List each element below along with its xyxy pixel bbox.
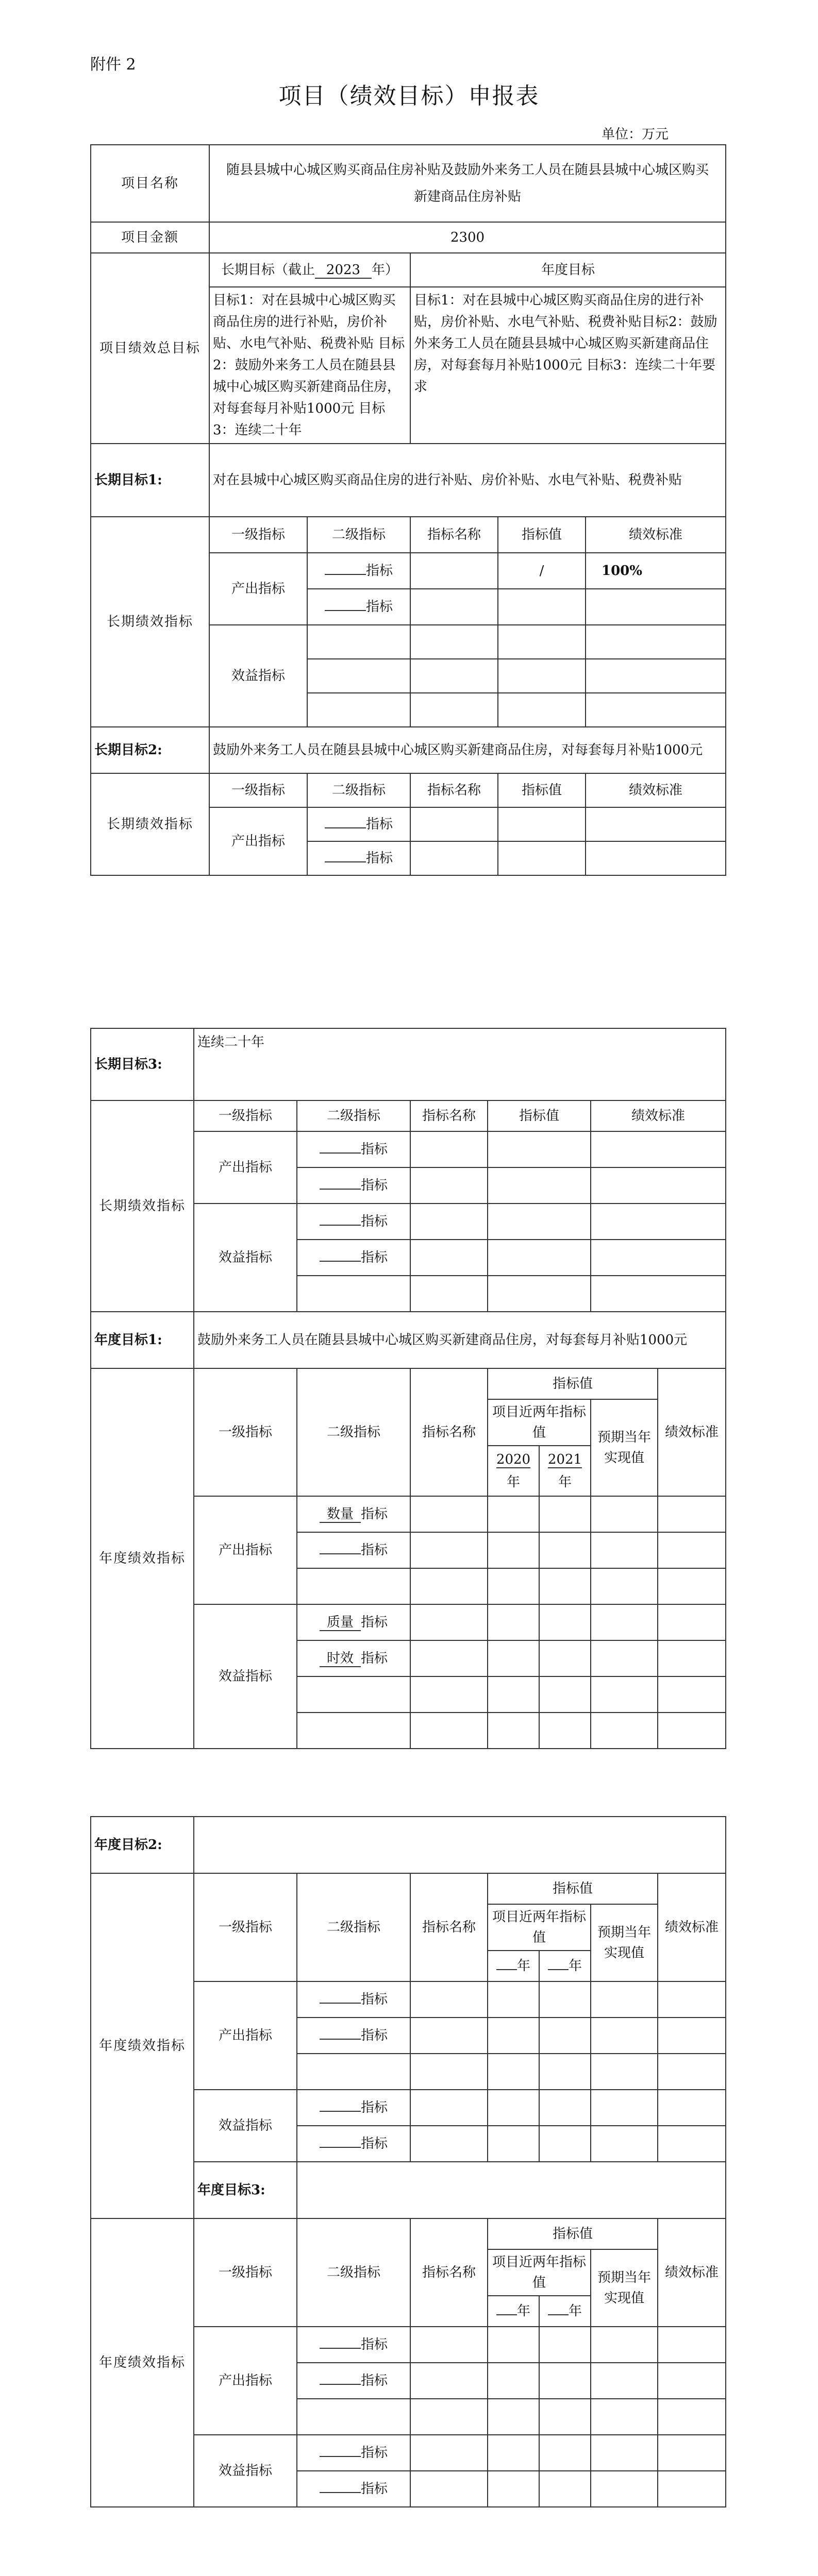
h-standard: 绩效标准: [591, 1100, 726, 1131]
h-standard: 绩效标准: [586, 517, 726, 553]
indicator-label: 指标: [365, 563, 393, 579]
annual-1-label: 年度目标1:: [91, 1312, 194, 1368]
h-recent-two: 项目近两年指标值: [488, 2249, 591, 2296]
year-2021: 2021: [547, 1452, 582, 1467]
indicator-label: 指标: [360, 1651, 388, 1666]
h-name: 指标名称: [410, 1873, 488, 1981]
long-term-header-suffix: 年）: [372, 262, 399, 278]
h-name: 指标名称: [410, 1368, 488, 1496]
form-table-page3: [90, 1816, 726, 2507]
h-name: 指标名称: [410, 1100, 488, 1131]
h-standard: 绩效标准: [658, 1873, 726, 1981]
h-value: 指标值: [488, 1873, 658, 1904]
indicator-label: 指标: [360, 1250, 388, 1265]
annual-2-label: 年度目标2:: [91, 1817, 194, 1873]
h-standard: 绩效标准: [658, 1368, 726, 1496]
form-table-page2: [90, 1028, 726, 1749]
overall-goal-label: 项目绩效总目标: [91, 253, 209, 444]
long-term-1-text: 对在县城中心城区购买商品住房的进行补贴、房价补贴、水电气补贴、税费补贴: [209, 444, 726, 517]
annual-3-label: 年度目标3:: [194, 2162, 297, 2218]
benefit-quality: 质量: [320, 1615, 361, 1631]
indicator-label: 指标: [360, 2481, 388, 2497]
annual-header: 年度目标: [410, 253, 726, 287]
attachment-label: 附件 2: [90, 56, 136, 74]
long-term-3-label: 长期目标3:: [91, 1028, 194, 1100]
indicator-label: 指标: [360, 2337, 388, 2352]
h-expected: 预期当年实现值: [591, 2249, 658, 2327]
h-level2: 二级指标: [307, 517, 410, 553]
year-suffix: 年: [516, 1958, 530, 1974]
long-term-year: 2023: [315, 262, 372, 279]
output-label: 产出指标: [194, 1981, 297, 2090]
h-recent-two: 项目近两年指标值: [488, 1399, 591, 1446]
h-name: 指标名称: [410, 517, 498, 553]
h-level2: 二级指标: [297, 1368, 410, 1496]
lt1-value-slash: /: [498, 553, 586, 589]
indicator-label: 指标: [360, 1615, 388, 1630]
indicator-label: 指标: [360, 1543, 388, 1558]
long-term-1-label: 长期目标1:: [91, 444, 209, 517]
h-level1: 一级指标: [194, 2218, 297, 2327]
indicator-label: 指标: [365, 599, 393, 615]
indicator-label: 指标: [365, 817, 393, 832]
h-value: 指标值: [488, 1100, 591, 1131]
page-title: 项目（绩效目标）申报表: [278, 83, 540, 109]
output-label: 产出指标: [194, 1131, 297, 1204]
h-level2: 二级指标: [297, 1873, 410, 1981]
annual-perf-label-2: 年度绩效指标: [91, 1873, 194, 2218]
indicator-label: 指标: [360, 1506, 388, 1522]
h-value: 指标值: [488, 2218, 658, 2249]
benefit-label: 效益指标: [194, 2090, 297, 2162]
h-value: 指标值: [498, 773, 586, 807]
indicator-label: 指标: [360, 1992, 388, 2007]
h-level2: 二级指标: [297, 2218, 410, 2327]
lt1-standard: 100%: [586, 553, 726, 589]
benefit-label: 效益指标: [194, 1204, 297, 1312]
benefit-timeliness: 时效: [320, 1651, 361, 1667]
h-value: 指标值: [498, 517, 586, 553]
h-level1: 一级指标: [194, 1873, 297, 1981]
indicator-label: 指标: [360, 2373, 388, 2388]
annual-1-text: 鼓励外来务工人员在随县县城中心城区购买新建商品住房，对每套每月补贴1000元: [194, 1312, 726, 1368]
long-term-2-label: 长期目标2:: [91, 727, 209, 773]
output-label: 产出指标: [209, 553, 307, 625]
h-standard: 绩效标准: [586, 773, 726, 807]
year-suffix: 年: [506, 1475, 520, 1490]
benefit-label: 效益指标: [194, 1604, 297, 1749]
project-name-value: 随县县城中心城区购买商品住房补贴及鼓励外来务工人员在随县县城中心城区购买新建商品住房补贴: [209, 145, 726, 222]
indicator-label: 指标: [360, 1142, 388, 1157]
unit-label: 单位：万元: [601, 127, 669, 142]
overall-annual-text: 目标1：对在县城中心城区购买商品住房的进行补贴，房价补贴、水电气补贴、税费补贴目标2：鼓励外来务工人员在随县县城中心城区购买新建商品住房，对每套每月补贴1000元 目标3：连续二十年要求: [410, 287, 726, 444]
long-term-header: [209, 253, 410, 287]
project-name-label: 项目名称: [91, 145, 209, 222]
benefit-label: 效益指标: [194, 2435, 297, 2507]
amount-label: 项目金额: [91, 222, 209, 253]
benefit-label: 效益指标: [209, 625, 307, 727]
output-label: 产出指标: [194, 1496, 297, 1604]
long-term-3-text: 连续二十年: [194, 1028, 726, 1100]
h-level1: 一级指标: [194, 1368, 297, 1496]
output-label: 产出指标: [209, 807, 307, 875]
indicator-label: 指标: [360, 2445, 388, 2461]
long-term-header-prefix: 长期目标（截止: [221, 262, 315, 278]
h-standard: 绩效标准: [658, 2218, 726, 2327]
amount-value: 2300: [209, 222, 726, 253]
h-level2: 二级指标: [297, 1100, 410, 1131]
long-perf-label-1: 长期绩效指标: [91, 517, 209, 727]
year-suffix: 年: [568, 2303, 582, 2319]
indicator-label: 指标: [360, 2100, 388, 2115]
h-level1: 一级指标: [194, 1100, 297, 1131]
indicator-label: 指标: [360, 2028, 388, 2043]
year-2020: 2020: [496, 1452, 531, 1467]
overall-long-term-text: 目标1：对在县城中心城区购买商品住房的进行补贴，房价补贴、水电气补贴、税费补贴 目标2：鼓励外来务工人员在随县县城中心城区购买新建商品住房，对每套每月补贴1000元 目标3：连续二十年: [209, 287, 410, 444]
indicator-label: 指标: [360, 1214, 388, 1229]
h-level2: 二级指标: [307, 773, 410, 807]
year-suffix: 年: [516, 2303, 530, 2319]
long-perf-label-3: 长期绩效指标: [91, 1100, 194, 1312]
form-table-page1: [90, 144, 726, 876]
output-quantity: 数量: [320, 1506, 361, 1523]
output-label: 产出指标: [194, 2327, 297, 2435]
h-name: 指标名称: [410, 2218, 488, 2327]
h-level1: 一级指标: [209, 517, 307, 553]
long-term-2-text: 鼓励外来务工人员在随县县城中心城区购买新建商品住房，对每套每月补贴1000元: [209, 727, 726, 773]
indicator-label: 指标: [360, 1178, 388, 1193]
long-perf-label-2: 长期绩效指标: [91, 773, 209, 875]
year-suffix: 年: [558, 1475, 572, 1490]
h-expected: 预期当年实现值: [591, 1904, 658, 1981]
h-name: 指标名称: [410, 773, 498, 807]
indicator-label: 指标: [360, 2136, 388, 2151]
annual-perf-label-1: 年度绩效指标: [91, 1368, 194, 1749]
indicator-label: 指标: [365, 851, 393, 866]
h-value: 指标值: [488, 1368, 658, 1399]
h-recent-two: 项目近两年指标值: [488, 1904, 591, 1951]
h-expected: 预期当年实现值: [591, 1399, 658, 1496]
year-suffix: 年: [568, 1958, 582, 1974]
h-level1: 一级指标: [209, 773, 307, 807]
annual-perf-label-3: 年度绩效指标: [91, 2218, 194, 2507]
